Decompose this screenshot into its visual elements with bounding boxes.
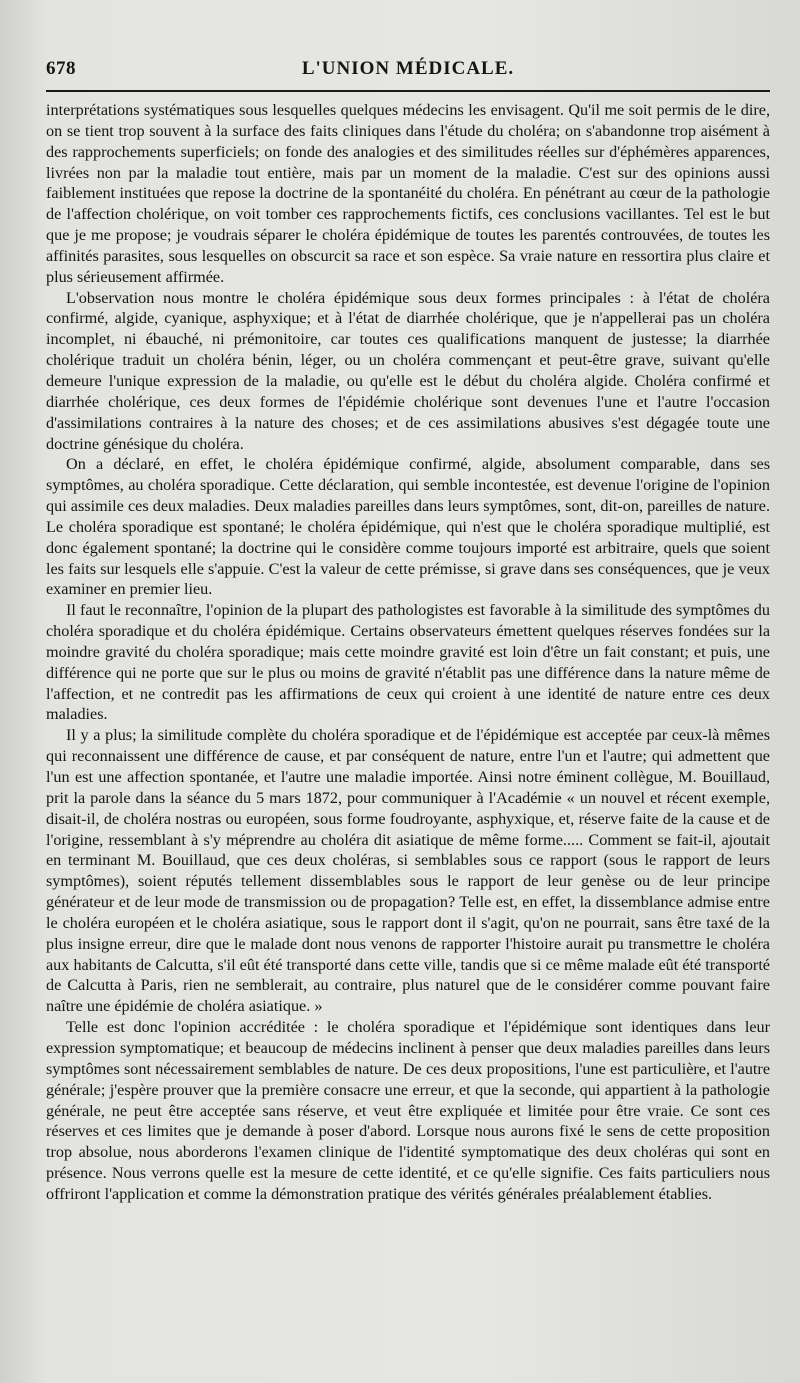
paragraph-conclusion: Telle est donc l'opinion accréditée : le choléra sporadique et l'épidémique sont identiques dans leur expression symptomatique; et beaucoup de médecins inclinent à penser que deux maladies pareilles dans leurs symptômes sont nécessairement semblables de nature. De ces deux propositions, l'une est particulière, et l'autre générale; j'espère prouver que la première consacre une erreur, et que la seconde, qui appartient à la pathologie générale, ne peut être acceptée sans réserve, et veut être expliquée et limitée pour être vraie. Ce sont ces réserves et ces limites que je demande à poser d'abord. Lorsque nous aurons fixé le sens de cette proposition trop absolue, nous aborderons l'examen clinique de l'identité symptomatique des deux choléras qui sont en présence. Nous verrons quelle est la mesure de cette identité, et ce qu'elle signifie. Ces faits particuliers nous offriront l'application et comme la démonstration pratique des vérités générales préalablement établies. bbox=[46, 1018, 770, 1203]
page-number: 678 bbox=[46, 58, 76, 79]
paragraph-pathologists: Il faut le reconnaître, l'opinion de la plupart des pathologistes est favorable à la similitude des symptômes du choléra sporadique et du choléra épidémique. Certains observateurs émettent quelques réserves fondées sur la moindre gravité du choléra sporadique; mais cette moindre gravité est loin d'être un fait constant; et puis, une différence qui ne porte que sur le plus ou moins de gravité n'établit pas une différence dans la nature même de l'affection, et ne contredit pas les affirmations de ceux qui croient à une identité de nature entre ces deux maladies. bbox=[46, 601, 770, 724]
article-body bbox=[46, 100, 770, 1205]
paragraph-bouillaud: Il y a plus; la similitude complète du choléra sporadique et de l'épidémique est acceptée par ceux-là mêmes qui reconnaissent une différence de cause, et par conséquent de nature, entre l'un et l'autre; qui admettent que l'un est une affection spontanée, et l'autre une maladie importée. Ainsi notre éminent collègue, M. Bouillaud, prit la parole dans la séance du 5 mars 1872, pour communiquer à l'Académie « un nouvel et récent exemple, disait-il, de choléra nostras ou européen, sous forme foudroyante, asphyxique, et, réserve faite de la cause et de l'origine, ressemblant à s'y méprendre au choléra dit asiatique de même forme..... Comment se fait-il, ajoutait en terminant M. Bouillaud, que ces deux choléras, si semblables sous ce rapport (sous le rapport de leurs symptômes), soient réputés tellement dissemblables sous le rapport de leur genèse ou de leur principe générateur et de leur mode de transmission ou de propagation? Telle est, en effet, la dissemblance admise entre le choléra européen et le choléra asiatique, sous le rapport dont il s'agit, qu'on ne pourrait, sans être taxé de la plus insigne erreur, dire que le malade dont nous venons de rapporter l'histoire aurait pu transmettre le choléra aux habitants de Calcutta, s'il eût été transporté dans cette ville, tandis que si ce même malade eût été transporté de Calcutta à Paris, rien ne semblerait, au contraire, plus naturel que de le considérer comme pouvant faire naître une épidémie de choléra asiatique. » bbox=[46, 726, 770, 1016]
header-rule bbox=[46, 90, 770, 92]
paragraph-declaration: On a déclaré, en effet, le choléra épidémique confirmé, algide, absolument comparable, dans ses symptômes, au choléra sporadique. Cette déclaration, qui semble incontestée, est devenue l'origine de l'opinion qui assimile ces deux maladies. Deux maladies pareilles dans leurs symptômes, sont, dit-on, pareilles de nature. Le choléra sporadique est spontané; le choléra épidémique, qui n'est que le choléra sporadique multiplié, est donc également spontané; la doctrine qui le considère comme toujours importé est arbitraire, quels que soient les faits sur lesquels elle s'appuie. C'est la valeur de cette prémisse, si grave dans ses conséquences, que je veux examiner en premier lieu. bbox=[46, 455, 770, 599]
page-header bbox=[46, 58, 770, 88]
running-title: L'UNION MÉDICALE. bbox=[301, 58, 515, 79]
paragraph-continuation: interprétations systématiques sous lesquelles quelques médecins les envisagent. Qu'il me soit permis de le dire, on se tient trop souvent à la surface des faits cliniques dans l'étude du choléra; on s'abandonne trop aisément à des rapprochements superficiels; on fonde des analogies et des similitudes réelles sur d'éphémères apparences, livrées non par la maladie tout entière, mais par un moment de la maladie. C'est sur des opinions aussi faiblement instituées que repose la doctrine de la spontanéité du choléra. En pénétrant au cœur de la pathologie de l'affection cholérique, on voit tomber ces rapprochements fictifs, ces conclusions vacillantes. Tel est le but que je me propose; je voudrais séparer le choléra épidémique de toutes les parentés controuvées, de toutes les affinités parasites, sous lesquelles on obscurcit sa race et son espèce. Sa vraie nature en ressortira plus claire et plus sérieusement affirmée. bbox=[46, 101, 770, 286]
paragraph-observation: L'observation nous montre le choléra épidémique sous deux formes principales : à l'état de choléra confirmé, algide, cyanique, asphyxique; et à l'état de diarrhée cholérique, que je n'appellerai pas un choléra incomplet, ni ébauché, ni prémonitoire, car toutes ces qualifications manquent de justesse; la diarrhée cholérique traduit un choléra bénin, léger, ou un choléra commençant et peut-être grave, suivant qu'elle demeure l'unique expression de la maladie, ou qu'elle est le début du choléra algide. Choléra confirmé et diarrhée cholérique, ces deux formes de l'épidémie cholérique sont devenues l'une et l'autre l'occasion d'assimilations contraires à la nature des choses; et de ces assimilations abusives s'est dégagée toute une doctrine génésique du choléra. bbox=[46, 288, 770, 453]
